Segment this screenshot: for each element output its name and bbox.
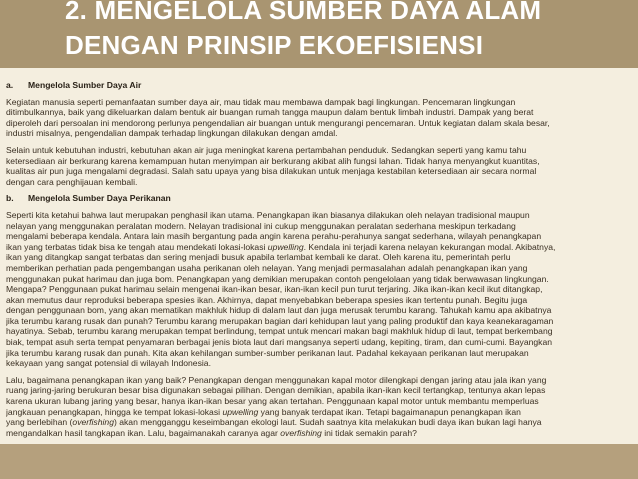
text-line: mengandalkan hasil tangkapan ikan. Lalu, bagaimanakah caranya agar overfishing ini tidak semakin parah? [6,427,417,438]
text-line: mengalami beberapa kendala. Antara lain masih bergantung pada angin karena perahu-perahunya sangat sederhana, wilayah penangkapan [6,231,542,242]
paragraph-b2 [6,375,632,439]
text-line: jika terumbu karang rusak dan punah. Kita akan kehilangan sumber-sumber perikanan laut. Padahal kekayaan perikanan laut merupakan [6,347,529,358]
text-line: kualitas air pun juga mengalami degradasi. Salah satu upaya yang bisa dilakukan untuk menjaga kestabilan ketersediaan air secara normal [6,166,537,177]
text-line: nelayan yang menggunakan peralatan modern. Nelayan tradisional ini cukup menggunakan peralatan sederhana meskipun terkadang [6,220,516,231]
text-line: Selain untuk kebutuhan industri, kebutuhan akan air juga meningkat karena pertambahan penduduk. Sedangkan seperti yang kamu tahu [6,144,527,155]
text-line: kekayaan yang sangat potensial di wilayah Indonesia. [6,358,211,369]
section-letter-a: a. [6,80,14,90]
text-line: ikan yang ditangkap sangat terbatas dan sering menjadi busuk apabila terlambat kembali ke darat. Oleh karena itu, pemerintah perlu [6,252,511,263]
text-line: ruang jaring-jaring berukuran besar bisa digunakan sebagai pilihan. Dengan demikian, apabila ikan-ikan kecil tertangkap, tentunya akan lepas [6,385,546,396]
paragraph-a2 [6,145,632,187]
text-line: akan memutus daur reproduksi beberapa spesies ikan. Akhirnya, dapat menyebabkan beberapa spesies ikan tertentu punah. Begitu juga [6,294,528,305]
text-line: Seperti kita ketahui bahwa laut merupakan penghasil ikan utama. Penangkapan ikan biasanya dilakukan oleh nelayan tradisional maupun [6,209,530,220]
text-line: Lalu, bagaimana penangkapan ikan yang baik? Penangkapan dengan menggunakan kapal motor dilengkapi dengan jaring atau jala ikan yang [6,374,547,385]
section-title-a: Mengelola Sumber Daya Air [28,80,142,90]
slide-title-line-1: 2. MENGELOLA SUMBER DAYA ALAM [65,0,542,25]
text-line: karena ukuran lubang jaring yang besar, hanya ikan-ikan besar yang akan tertahan. Penggunaan kapal motor untuk membantu memperluas [6,396,539,407]
text-line: Kegiatan manusia seperti pemanfaatan sumber daya air, mau tidak mau membawa dampak bagi lingkungan. Pencemaran lingkungan [6,96,516,107]
section-heading-a [6,80,632,91]
text-line: menggunakan pukat harimau dan juga bom. Penangkapan yang demikian merupakan contoh pengelolaan yang tidak berwawasan lingkungan. [6,273,549,284]
paragraph-a1 [6,97,632,139]
text-line: dengan cara penghijauan kembali. [6,176,138,187]
title-header [0,0,638,68]
text-line: diperoleh dari persoalan ini mendorong perlunya pengendalian air buangan untuk mengurangi pencemaran. Untuk kegiatan dalam skala besar, [6,117,550,128]
section-letter-b: b. [6,193,14,204]
text-line: hayatinya. Sebab, terumbu karang merupakan tempat berlindung, tempat untuk mencari makan bagi makhluk hidup di laut, tempat berkembang [6,326,553,337]
section-title-b: Mengelola Sumber Daya Perikanan [28,193,171,204]
text-line: industri misalnya, pengendalian dampak terhadap lingkungan dilakukan dengan amdal. [6,128,338,139]
text-line: Mengapa? Penggunaan pukat harimau selain mengenai ikan-ikan besar, ikan-ikan kecil pun turut terjaring. Jika ikan-ikan kecil ikut ditangkap, [6,284,543,295]
paragraph-b1 [6,210,632,369]
text-line: biak, tempat asuh serta tempat penyamaran berbagai jenis biota laut dari mangsanya seperti udang, kepiting, tiram, dan cumi-cumi. Bayangkan [6,337,553,348]
text-line: jangkauan penangkapan, hingga ke tempat lokasi-lokasi upwelling yang banyak terdapat ikan. Tetapi bagaimanapun penangkapan ikan [6,406,521,417]
text-line: dengan penggunaan bom, yang akan mematikan makhluk hidup di dalam laut dan juga merusak terumbu karang. Tahukah kamu apa akibatnya [6,305,552,316]
text-line: yang berlebihan (overfishing) akan mengganggu keseimbangan ekologi laut. Sudah saatnya kita melakukan budi daya ikan bukan lagi hanya [6,417,542,428]
slide-title-line-2: DENGAN PRINSIP EKOEFISIENSI [65,30,484,60]
slide-body [6,80,632,444]
text-line: ketersediaan air berkurang karena kemampuan hutan menyimpan air berkurang akibat alih fungsi lahan. Tidak hanya menyangkut kuantitas, [6,155,540,166]
decorative-bottom-stripe [0,444,638,479]
text-line: ditimbulkannya, baik yang dikeluarkan dalam bentuk air buangan rumah tangga maupun dalam bentuk limbah industri. Dampak yang berat [6,107,534,118]
section-heading-b [6,193,632,204]
text-line: memberikan perhatian pada pengembangan usaha perikanan oleh nelayan. Yang menjadi permasalahan adalah penangkapan ikan yang [6,262,528,273]
text-line: ikan yang terbatas tidak bisa ke tengah atau mendekati lokasi-lokasi upwelling. Kendala ini terjadi karena nelayan kekurangan modal. Akibatnya, [6,241,556,252]
text-line: jika terumbu karang rusak dan punah? Terumbu karang merupakan bagian dari kehidupan laut yang paling produktif dan kaya keanekaragaman [6,315,554,326]
